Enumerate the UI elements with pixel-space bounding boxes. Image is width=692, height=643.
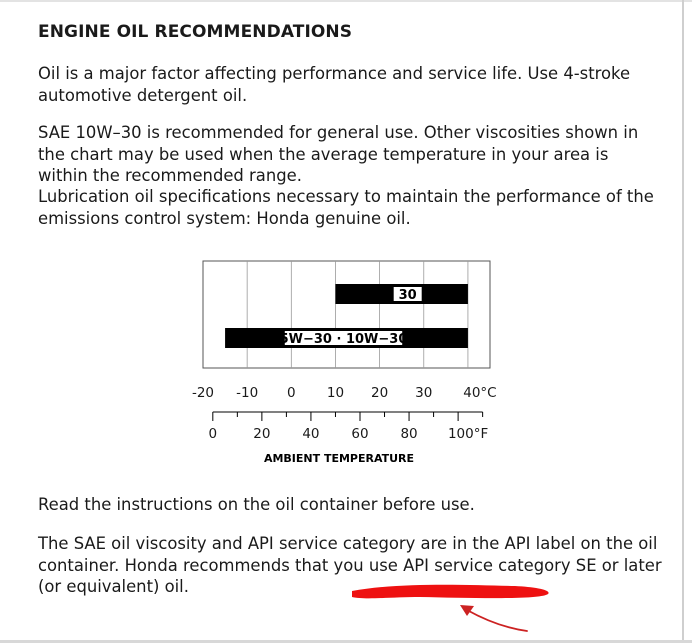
celsius-tick-label: 30 [415,385,433,401]
celsius-tick-labels [192,385,497,401]
page-top-edge [0,0,692,2]
viscosity-bar [225,328,468,348]
fahrenheit-tick-label: 20 [253,426,271,442]
arrow-head-icon [460,605,474,616]
red-arrow-annotation [467,610,527,631]
paragraph-sae-recommendation: SAE 10W–30 is recommended for general use. Other viscosities shown in the chart may be used when the average temperature in your area is within the recommended range. [38,123,639,185]
paragraph-read-instructions: Read the instructions on the oil container before use. [38,495,475,514]
celsius-tick-label: 40°C [463,385,497,401]
page-right-edge [682,0,684,643]
fahrenheit-tick-label: 100°F [447,426,489,442]
fahrenheit-tick-label: 0 [208,426,218,442]
paragraph-api-category: The SAE oil viscosity and API service category are in the API label on the oil container. Honda recommends that you use API service category SE or later (or equivalent) oil. [38,534,662,596]
chart-frame [203,261,490,368]
x-axis-title: AMBIENT TEMPERATURE [263,452,415,465]
celsius-tick-label: 0 [287,385,296,401]
section-heading: ENGINE OIL RECOMMENDATIONS [38,22,353,42]
celsius-tick-label: 10 [326,385,345,401]
paragraph-lubrication-spec: Lubrication oil specifications necessary to maintain the performance of the emissions control system: Honda genuine oil. [38,187,654,228]
viscosity-bar [335,284,467,304]
viscosity-chart [186,254,506,469]
celsius-tick-label: -20 [191,385,215,401]
celsius-tick-label: -10 [236,385,259,401]
bar-label: 5W−30 · 10W−30 [279,332,408,347]
bar-label: 30 [398,288,417,303]
paragraph-oil-factor: Oil is a major factor affecting performance and service life. Use 4-stroke automotive detergent oil. [38,64,631,105]
fahrenheit-tick-label: 60 [351,426,369,442]
fahrenheit-axis [209,412,489,442]
fahrenheit-tick-label: 80 [400,426,418,442]
fahrenheit-tick-label: 40 [302,426,320,442]
celsius-tick-label: 20 [371,385,389,401]
